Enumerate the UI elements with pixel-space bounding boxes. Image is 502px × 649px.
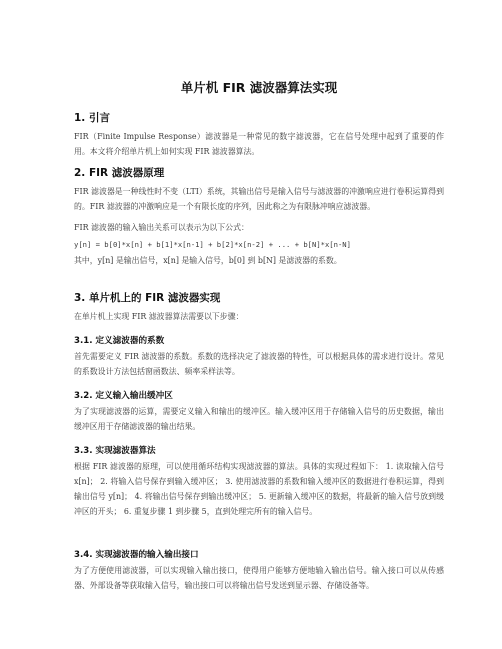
section-intro	[74, 110, 444, 159]
subsection-paragraph: 根据 FIR 滤波器的原理，可以使用循环结构实现滤波器的算法。具体的实现过程如下： 1. 读取输入信号 x[n]； 2. 将输入信号保存到输入缓冲区； 3. 使用滤波器的系数和输入缓冲区的数据进行卷积运算，得到输出信号 y[n]； 4. 将输出信号保存到输出缓冲区； 5. 更新输入缓冲区的数据，将最新的输入信号放到缓冲区的开头； 6. 重复步骤 1 到步骤 5，直到处理完所有的输入信号。	[74, 462, 444, 516]
section-paragraph: FIR（Finite Impulse Response）滤波器是一种常见的数字滤波器，它在信号处理中起到了重要的作用。本文将介绍单片机上如何实现 FIR 滤波器算法。	[74, 132, 444, 156]
section-paragraph: 在单片机上实现 FIR 滤波器算法需要以下步骤：	[74, 312, 244, 321]
document-title: 单片机 FIR 滤波器算法实现	[180, 80, 338, 95]
section-heading: 3. 单片机上的 FIR 滤波器实现	[74, 292, 221, 304]
section-heading: 1. 引言	[74, 112, 110, 124]
section-implementation	[74, 290, 444, 324]
subsection-io-interface	[74, 548, 444, 593]
subsection-heading: 3.3. 实现滤波器算法	[74, 446, 156, 456]
subsection-heading: 3.2. 定义输入输出缓冲区	[74, 391, 173, 401]
subsection-paragraph: 为了方便使用滤波器，可以实现输入输出接口，使得用户能够方便地输入输出信号。输入接口可以从传感器、外部设备等获取输入信号，输出接口可以将输出信号发送到显示器、存储设备等。	[74, 566, 444, 590]
section-paragraph: FIR 滤波器的输入输出关系可以表示为以下公式：	[74, 223, 249, 232]
subsection-heading: 3.1. 定义滤波器的系数	[74, 336, 165, 346]
subsection-heading: 3.4. 实现滤波器的输入输出接口	[74, 550, 199, 560]
subsection-buffers	[74, 389, 444, 434]
section-principle	[74, 165, 444, 268]
subsection-paragraph: 为了实现滤波器的运算，需要定义输入和输出的缓冲区。输入缓冲区用于存储输入信号的历史数据，输出缓冲区用于存储滤波器的输出结果。	[74, 407, 444, 431]
subsection-paragraph: 首先需要定义 FIR 滤波器的系数。系数的选择决定了滤波器的特性，可以根据具体的需求进行设计。常见的系数设计方法包括窗函数法、频率采样法等。	[74, 352, 444, 376]
section-paragraph: FIR 滤波器是一种线性时不变（LTI）系统，其输出信号是输入信号与滤波器的冲激响应进行卷积运算得到的。FIR 滤波器的冲激响应是一个有限长度的序列，因此称之为有限脉冲响应滤波器。	[74, 187, 444, 211]
fir-formula: y[n] = b[0]*x[n] + b[1]*x[n-1] + b[2]*x[n-2] + ... + b[N]*x[n-N]	[74, 240, 351, 249]
section-heading: 2. FIR 滤波器原理	[74, 167, 165, 179]
subsection-coefficients	[74, 334, 444, 379]
section-paragraph: 其中，y[n] 是输出信号，x[n] 是输入信号，b[0] 到 b[N] 是滤波器的系数。	[74, 256, 342, 265]
subsection-algorithm	[74, 444, 444, 519]
